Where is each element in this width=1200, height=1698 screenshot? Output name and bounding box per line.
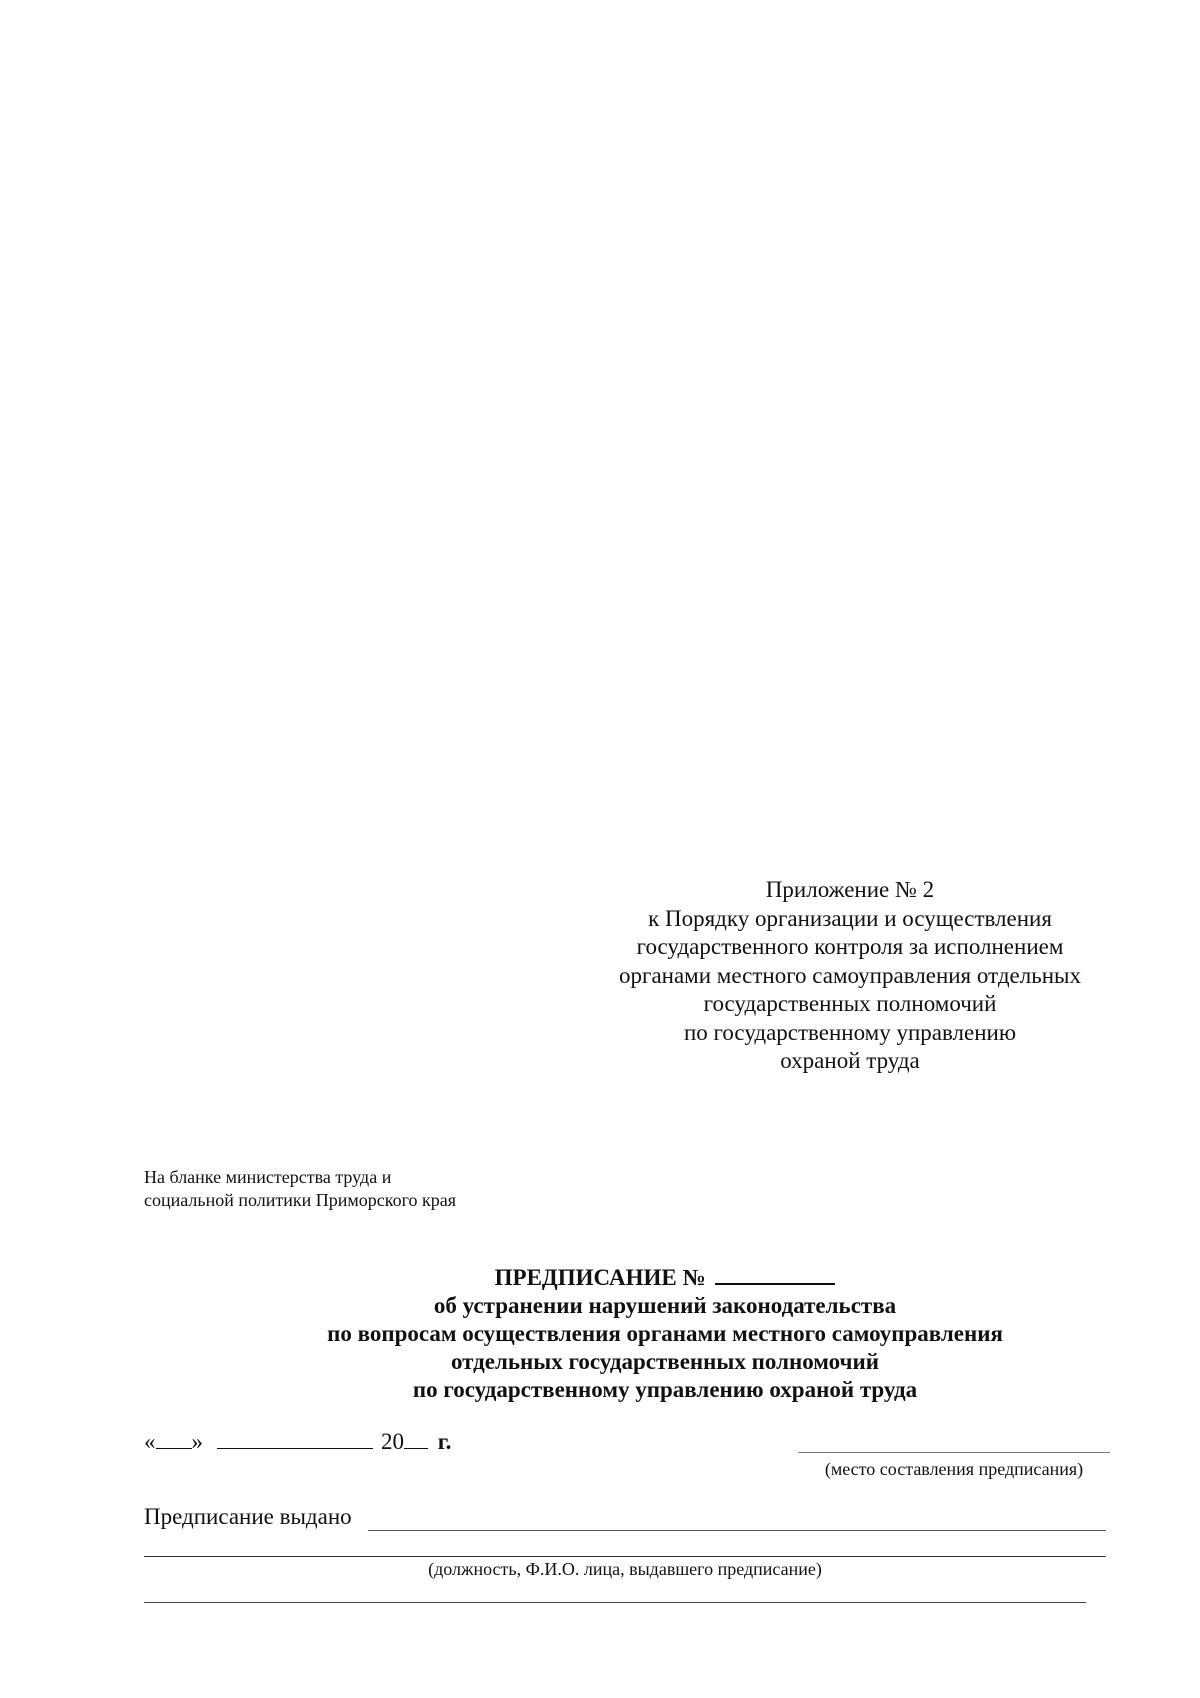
document-title [200, 1263, 1130, 1404]
appendix-reference [600, 876, 1100, 1076]
appendix-line: государственных полномочий [703, 991, 997, 1016]
close-quote: » [191, 1429, 203, 1454]
title-line: отдельных государственных полномочий [450, 1349, 880, 1374]
open-quote: « [144, 1429, 156, 1454]
issued-caption: (должность, Ф.И.О. лица, выдавшего предписание) [428, 1559, 822, 1579]
title-heading: ПРЕДПИСАНИЕ № [494, 1265, 706, 1290]
issued-field-extra[interactable] [144, 1602, 1086, 1603]
letterhead-line: На бланке министерства труда и [144, 1167, 392, 1187]
appendix-line: органами местного самоуправления отдельных [619, 962, 1081, 988]
appendix-line: по государственному управлению [683, 1019, 1017, 1045]
date-day-field[interactable] [156, 1428, 192, 1449]
letterhead-line: социальной политики Приморского края [144, 1190, 457, 1210]
date-month-field[interactable] [217, 1428, 373, 1449]
date-year-field[interactable] [404, 1428, 428, 1449]
place-caption: (место составления предписания) [824, 1459, 1084, 1479]
letterhead-note [144, 1166, 456, 1212]
issued-label: Предписание выдано [144, 1504, 352, 1529]
year-prefix: 20 [381, 1429, 404, 1454]
title-line: по государственному управлению охраной труда [412, 1377, 918, 1402]
appendix-line: к Порядку организации и осуществления [648, 905, 1052, 931]
appendix-line: Приложение № 2 [765, 877, 935, 902]
prescription-number-field[interactable] [715, 1263, 835, 1285]
appendix-line: государственного контроля за исполнением [636, 934, 1064, 959]
year-suffix: г. [437, 1429, 452, 1454]
date-row [144, 1428, 451, 1455]
title-line: об устранении нарушений законодательства [433, 1293, 897, 1318]
place-field[interactable] [798, 1452, 1110, 1453]
issued-field[interactable] [368, 1530, 1106, 1531]
issued-field-continued[interactable] [144, 1556, 1106, 1557]
appendix-line: охраной труда [780, 1048, 920, 1073]
title-line: по вопросам осуществления органами местного самоуправления [327, 1321, 1003, 1346]
title-heading-row [200, 1263, 1130, 1292]
